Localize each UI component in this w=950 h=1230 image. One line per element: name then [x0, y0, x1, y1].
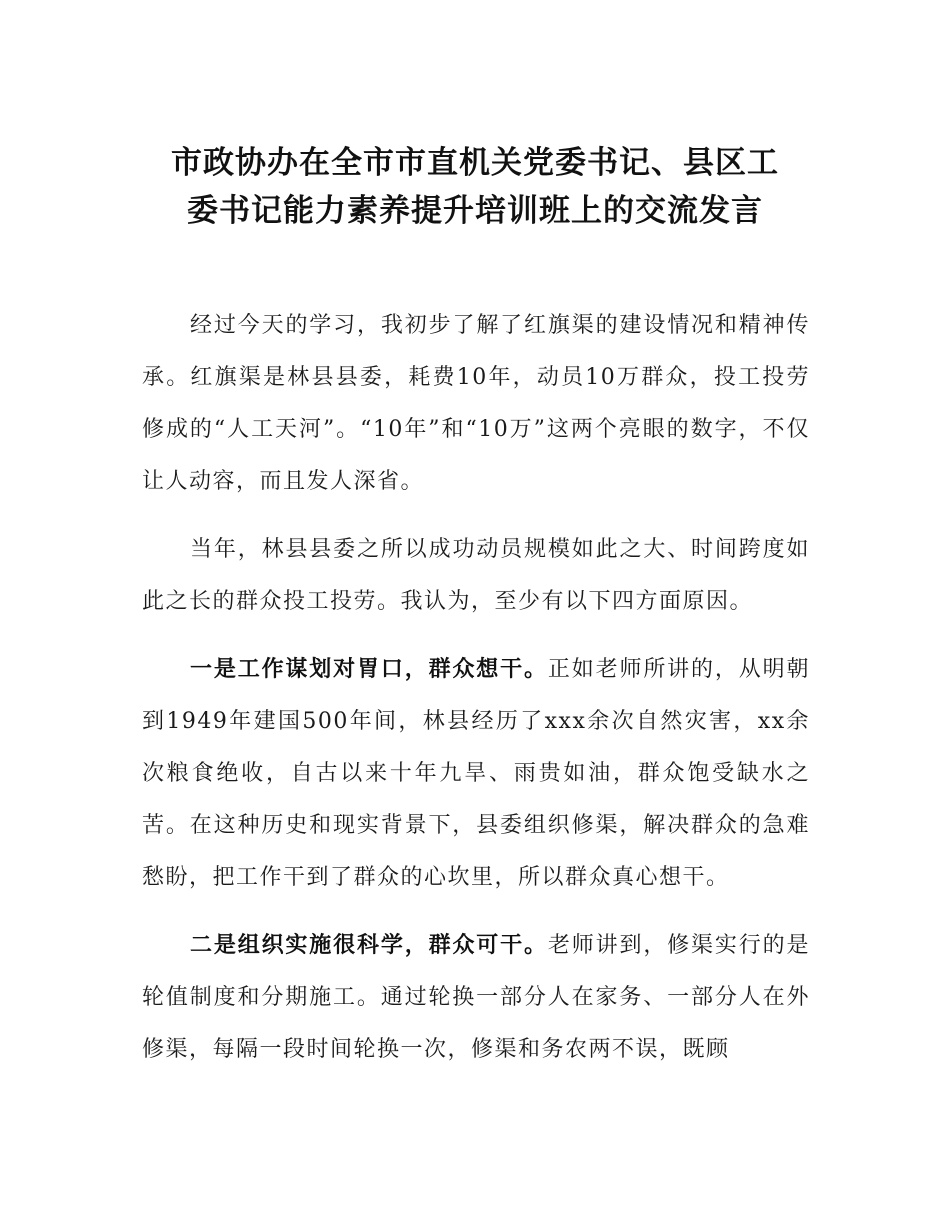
paragraph-3 — [142, 644, 810, 904]
paragraph-2 — [142, 524, 810, 628]
paragraph-3-lead: 一是工作谋划对胃口，群众想干。 — [190, 657, 548, 682]
paragraph-2-text: 当年，林县县委之所以成功动员规模如此之大、时间跨度如此之长的群众投工投劳。我认为，至少有以下四方面原因。 — [142, 537, 810, 614]
title-line-1: 市政协办在全市市直机关党委书记、县区工 — [171, 144, 779, 181]
paragraph-1 — [142, 300, 810, 508]
paragraph-1-text: 经过今天的学习，我初步了解了红旗渠的建设情况和精神传承。红旗渠是林县县委，耗费10年，动员10万群众，投工投劳修成的“人工天河”。“10年”和“10万”这两个亮眼的数字，不仅让人动容，而且发人深省。 — [142, 313, 810, 494]
paragraph-4-text: 老师讲到，修渠实行的是轮值制度和分期施工。通过轮换一部分人在家务、一部分人在外修渠，每隔一段时间轮换一次，修渠和务农两不误，既顾 — [142, 933, 810, 1062]
document-body — [142, 300, 810, 1092]
paragraph-3-text: 正如老师所讲的，从明朝到1949年建国500年间，林县经历了xxx余次自然灾害，xx余次粮食绝收，自古以来十年九旱、雨贵如油，群众饱受缺水之苦。在这种历史和现实背景下，县委组织修渠，解决群众的急难愁盼，把工作干到了群众的心坎里，所以群众真心想干。 — [142, 657, 810, 890]
paragraph-4 — [142, 920, 810, 1076]
title-line-2: 委书记能力素养提升培训班上的交流发言 — [187, 192, 763, 229]
document-title — [120, 139, 830, 235]
paragraph-4-lead: 二是组织实施很科学，群众可干。 — [190, 933, 548, 958]
